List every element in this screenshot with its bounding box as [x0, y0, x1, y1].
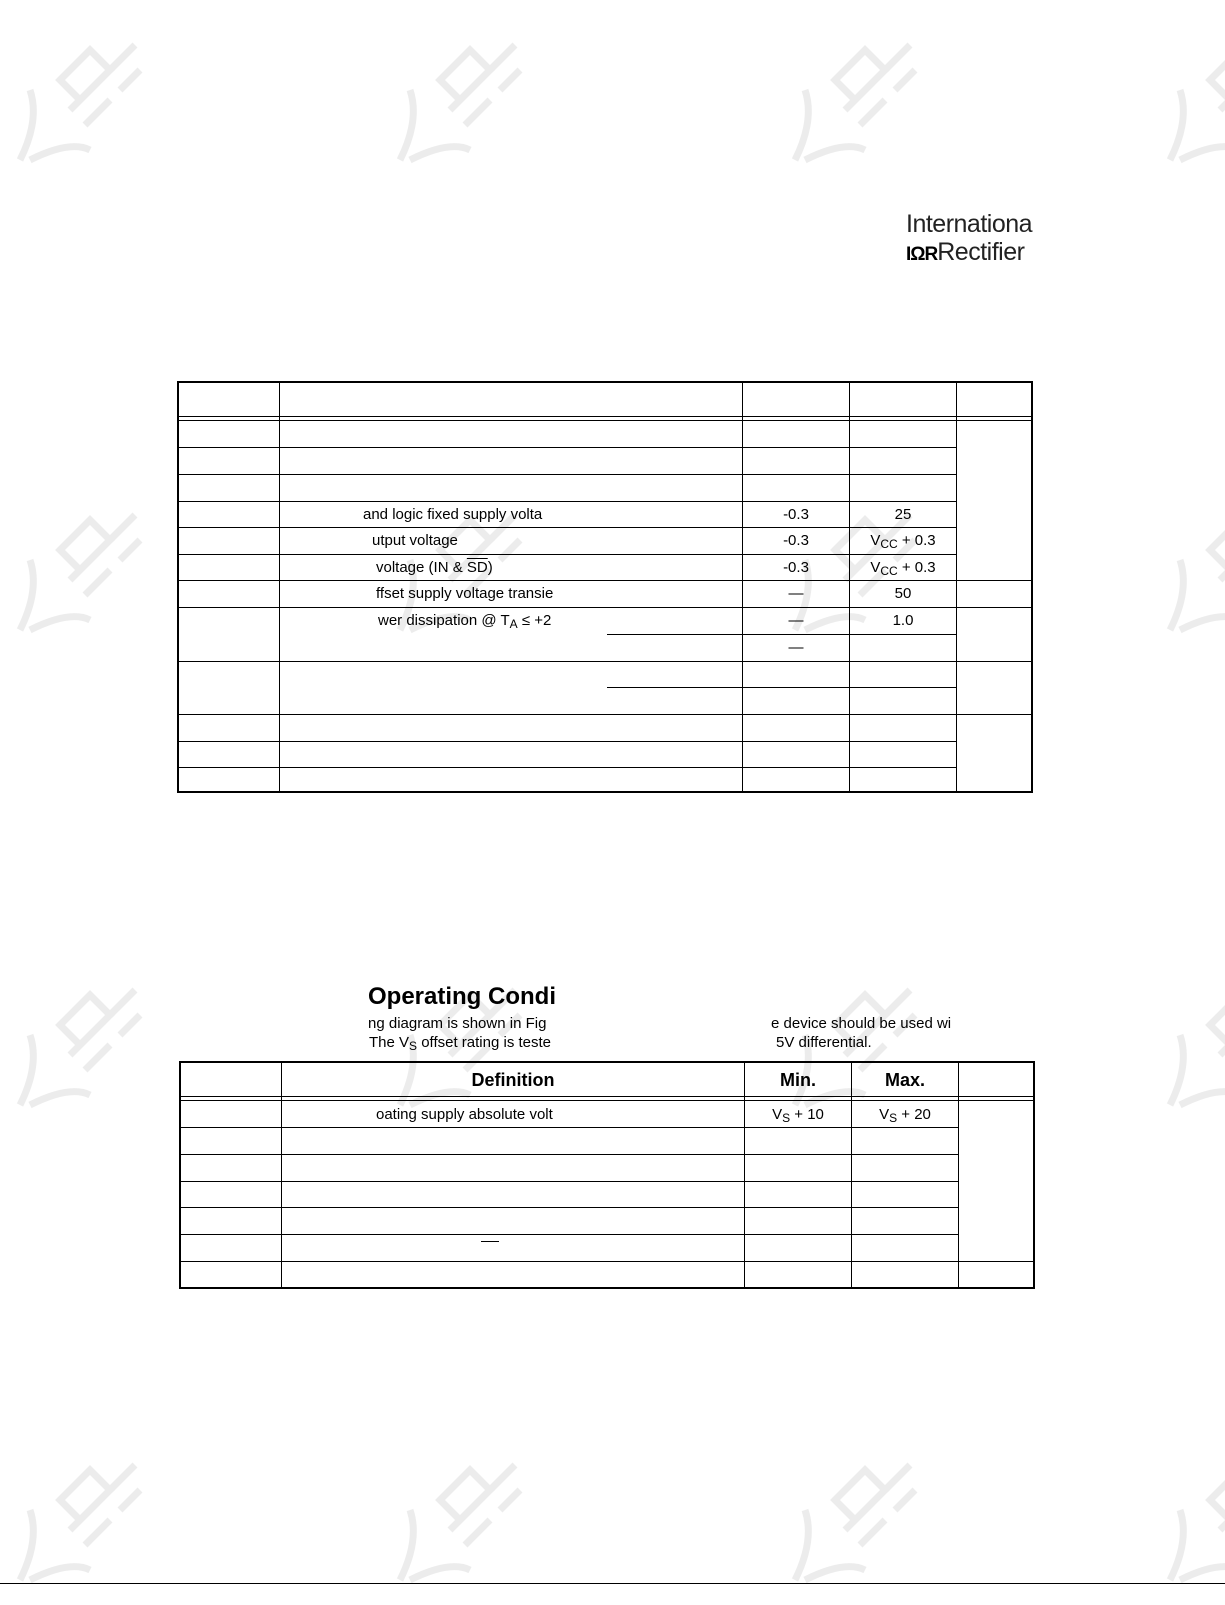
- section-title: Operating Condi: [368, 983, 556, 1010]
- t1-row4-definition: and logic fixed supply volta: [363, 506, 543, 523]
- note-line-2-left: The $V_S$ offset rating is teste: [369, 1034, 552, 1053]
- t1-row5-min: -0.3: [783, 532, 809, 549]
- t1-row5-definition: utput voltage: [372, 532, 458, 549]
- watermark-glyph: [0, 1440, 160, 1600]
- t1-row6-definition: voltage (IN & $\overline{SD}$): [376, 559, 493, 576]
- t1-row4-max: 25: [894, 506, 912, 523]
- t1-row7-max: 50: [894, 585, 912, 602]
- watermark-glyph: [1150, 1440, 1225, 1600]
- t1-row6-max: $V_{CC} + 0.3$: [870, 559, 936, 578]
- t1-row7-min: —: [788, 585, 804, 602]
- page-bottom-rule: [0, 1583, 1225, 1584]
- t1-row8-min: —: [788, 612, 804, 629]
- watermark-glyph: [380, 1440, 540, 1600]
- logo-line-1: Internationa: [906, 210, 1033, 238]
- company-logo: [906, 210, 1046, 270]
- t2-row1-max: $V_S + 20$: [879, 1106, 931, 1125]
- t1-row6-min: -0.3: [783, 559, 809, 576]
- watermark-glyph: [0, 20, 160, 180]
- t1-row7-definition: ffset supply voltage transie: [376, 585, 554, 602]
- watermark-glyph: [0, 490, 160, 650]
- watermark-glyph: [1150, 965, 1225, 1125]
- absolute-ratings-table: [177, 381, 1033, 793]
- note-line-1-right: e device should be used wi: [771, 1015, 952, 1032]
- logo-mark: IΩR: [906, 244, 938, 265]
- t1-row5-max: $V_{CC} + 0.3$: [870, 532, 936, 551]
- watermark-glyph: [775, 1440, 935, 1600]
- note-line-1-left: ng diagram is shown in Fig: [368, 1015, 547, 1032]
- t1-row4-min: -0.3: [783, 506, 809, 523]
- watermark-glyph: [1150, 490, 1225, 650]
- logo-line-2: Rectifier: [937, 238, 1025, 266]
- t2-row1-definition: oating supply absolute volt: [376, 1106, 553, 1123]
- t2-row1-min: $V_S + 10$: [772, 1106, 824, 1125]
- watermark-glyph: [1150, 20, 1225, 180]
- watermark-glyph: [775, 20, 935, 180]
- watermark-glyph: [0, 965, 160, 1125]
- t1-row9-min: —: [788, 639, 804, 656]
- operating-conditions-table: [179, 1061, 1035, 1289]
- note-line-2-right: 5V differential.: [776, 1034, 872, 1051]
- watermark-glyph: [380, 20, 540, 180]
- t2-header-max: Max.: [884, 1070, 926, 1090]
- t2-header-min: Min.: [780, 1070, 816, 1090]
- t2-header-definition: Definition: [471, 1070, 555, 1090]
- t1-row8-definition: wer dissipation @ $T_A \le +2$: [378, 612, 552, 631]
- t1-row8-max: 1.0: [892, 612, 914, 629]
